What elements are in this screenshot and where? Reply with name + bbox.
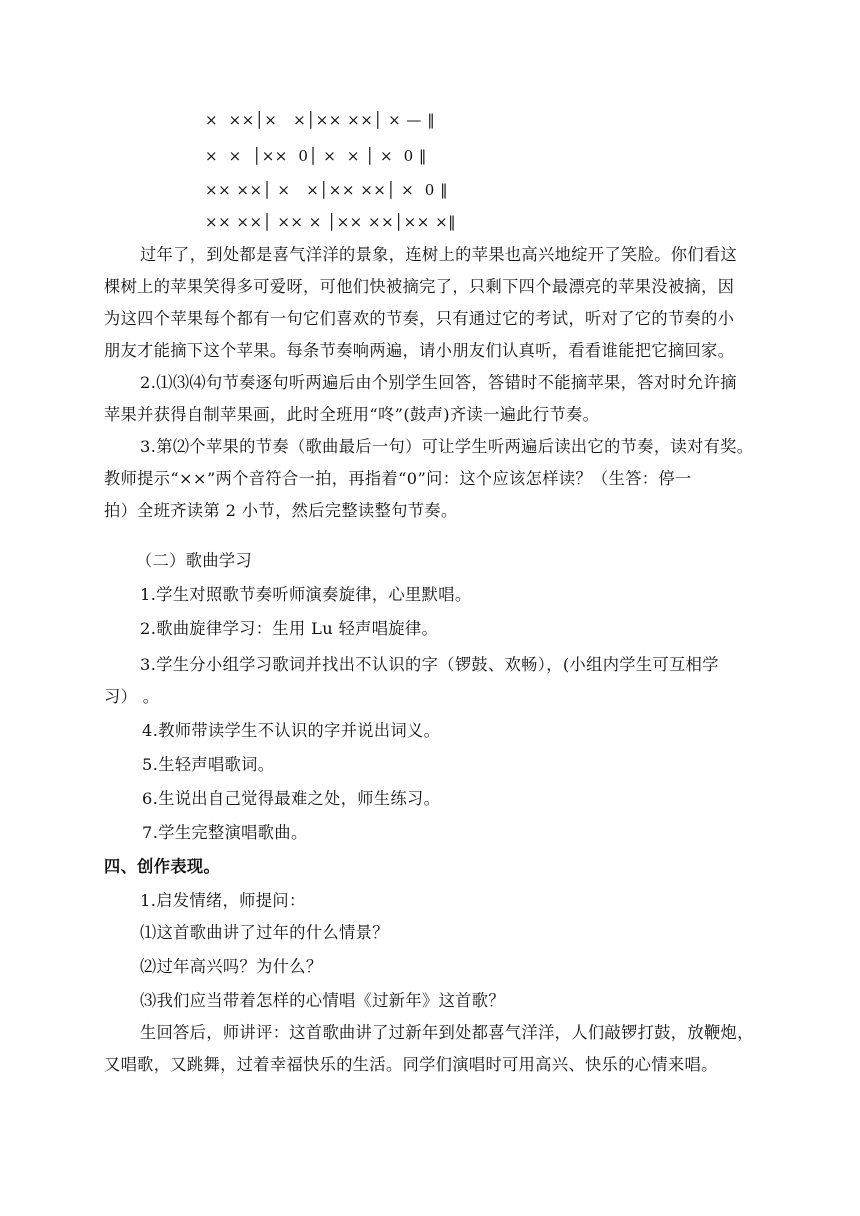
list-item: 2.歌曲旋律学习：生用 Lu 轻声唱旋律。 (140, 619, 439, 638)
question-item: ⑴这首歌曲讲了过年的什么情景？ (140, 923, 389, 942)
section-heading: （二）歌曲学习 (136, 551, 253, 570)
rhythm-line-3: ×× ××│ × ×│×× ××│ × 0 ‖ (205, 181, 449, 199)
paragraph-line: 朋友才能摘下这个苹果。每条节奏响两遍，请小朋友们认真听，看看谁能把它摘回家。 (104, 341, 735, 360)
list-item: 7.学生完整演唱歌曲。 (142, 823, 308, 842)
list-item: 3.学生分小组学习歌词并找出不认识的字（锣鼓、欢畅），(小组内学生可互相学 (140, 655, 719, 674)
list-item: 1.学生对照歌节奏听师演奏旋律，心里默唱。 (140, 585, 472, 604)
rhythm-line-2: × × │×× 0│ × × │ × 0 ‖ (205, 147, 427, 165)
question-item: ⑵过年高兴吗？为什么？ (140, 957, 323, 976)
question-item: ⑶我们应当带着怎样的心情唱《过新年》这首歌？ (140, 991, 505, 1010)
list-item-continuation: 习） 。 (104, 687, 160, 706)
paragraph-line: 过年了，到处都是喜气洋洋的景象，连树上的苹果也高兴地绽开了笑脸。你们看这 (140, 245, 738, 264)
rhythm-line-4: ×× ××│ ×× × │×× ××│×× ×‖ (205, 213, 457, 231)
paragraph-line: 拍）全班齐读第 2 小节，然后完整读整句节奏。 (104, 501, 458, 520)
list-item: 6.生说出自己觉得最难之处，师生练习。 (142, 789, 441, 808)
paragraph-line: 为这四个苹果每个都有一句它们喜欢的节奏，只有通过它的考试，听对了它的节奏的小 (104, 309, 735, 328)
paragraph-line: 苹果并获得自制苹果画，此时全班用“咚”(鼓声)齐读一遍此行节奏。 (104, 405, 600, 424)
paragraph-line: 3.第⑵个苹果的节奏（歌曲最后一句）可让学生听两遍后读出它的节奏，读对有奖。 (140, 437, 754, 456)
rhythm-line-1: × ××│× ×│×× ××│ × — ‖ (205, 111, 436, 129)
paragraph-line: 生回答后，师讲评：这首歌曲讲了过新年到处都喜气洋洋，人们敲锣打鼓，放鞭炮， (140, 1023, 754, 1042)
paragraph-line: 又唱歌，又跳舞，过着幸福快乐的生活。同学们演唱时可用高兴、快乐的心情来唱。 (104, 1055, 718, 1074)
list-item: 1.启发情绪，师提问： (140, 891, 306, 910)
paragraph-line: 棵树上的苹果笑得多可爱呀，可他们快被摘完了，只剩下四个最漂亮的苹果没被摘，因 (104, 277, 735, 296)
paragraph-line: 教师提示“××”两个音符合一拍，再指着“0”问：这个应该怎样读？（生答：停一 (104, 469, 692, 488)
list-item: 5.生轻声唱歌词。 (142, 755, 275, 774)
list-item: 4.教师带读学生不认识的字并说出词义。 (142, 721, 441, 740)
paragraph-line: 2.⑴⑶⑷句节奏逐句听两遍后由个别学生回答，答错时不能摘苹果，答对时允许摘 (140, 373, 737, 392)
section-heading: 四、创作表现。 (104, 857, 221, 876)
